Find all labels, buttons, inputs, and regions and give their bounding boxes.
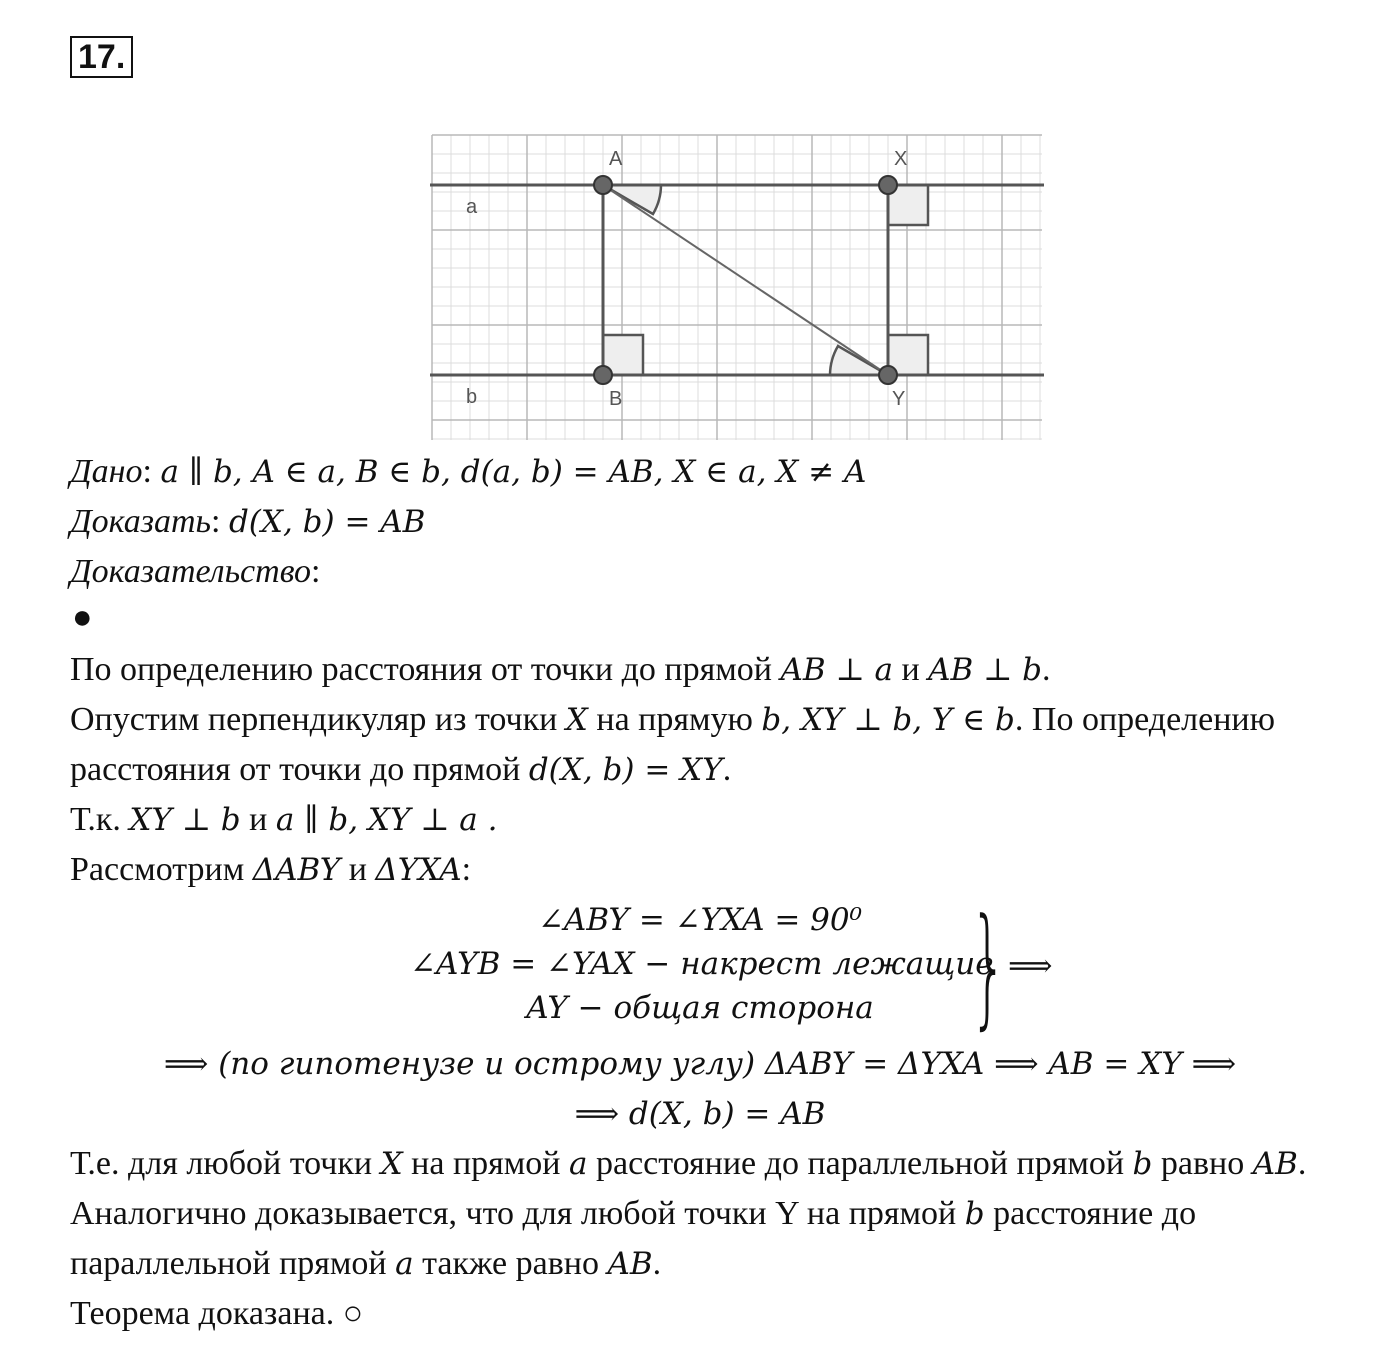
theorem-proved: Теорема доказана. ○: [70, 1295, 364, 1332]
label-a-point: A: [609, 148, 623, 170]
text: Аналогично доказывается, что для любой точки Y на прямой: [70, 1195, 965, 1232]
label-line-b: b: [466, 386, 478, 408]
proof-line-5: [70, 850, 471, 890]
given-line: [70, 452, 866, 492]
label-b-point: B: [609, 388, 623, 410]
math: AB ⊥ b: [928, 652, 1043, 688]
text: .: [1042, 651, 1051, 688]
system-row-2: ∠AYB = ∠YAX − накрест лежащие: [410, 946, 994, 982]
system-row-3: AY − общая сторона: [526, 990, 874, 1026]
math: b: [964, 1196, 985, 1232]
label-line-a: a: [466, 196, 478, 218]
text: и: [340, 851, 376, 888]
conclusion-line-1: ⟹ (по гипотенузе и острому углу) ΔABY = ΔYXA ⟹ AB = XY ⟹: [163, 1046, 1237, 1082]
math: .: [477, 802, 498, 838]
given-sep: :: [142, 453, 161, 490]
math: X: [565, 702, 588, 738]
text: параллельной прямой: [70, 1245, 396, 1282]
prove-text: d(X, b) = AB: [228, 504, 426, 540]
proof-line-1: [70, 650, 1051, 690]
conclusion-line-2: ⟹ d(X, b) = AB: [574, 1096, 826, 1132]
text: и: [240, 801, 276, 838]
math: ΔYXA: [375, 852, 462, 888]
geometry-figure: [0, 0, 1400, 460]
label-y-point: Y: [892, 388, 906, 410]
figure-grid: [432, 135, 1042, 440]
text: Т.е. для любой точки: [70, 1145, 381, 1182]
math: ΔABY: [252, 852, 341, 888]
math: AB: [1252, 1146, 1298, 1182]
text: . По определению: [1014, 701, 1276, 738]
math: X: [380, 1146, 403, 1182]
math: a ∥ b, XY ⊥ a: [275, 802, 478, 838]
text: равно: [1152, 1145, 1253, 1182]
given-label: Дано: [70, 453, 143, 490]
proof-label: Доказательство: [70, 553, 312, 590]
text: По определению расстояния от точки до прямой: [70, 651, 781, 688]
text: на прямую: [587, 701, 762, 738]
math: XY ⊥ b: [129, 802, 241, 838]
math: a: [395, 1246, 414, 1282]
equation-system: [410, 898, 994, 1030]
bullet-marker: ●: [72, 599, 93, 636]
implies-arrow: ⟹: [1008, 948, 1053, 984]
proof-line-2: [70, 700, 1275, 740]
text: .: [1297, 1145, 1307, 1182]
label-x-point: X: [894, 148, 908, 170]
final-line-3: [70, 1244, 661, 1284]
text: расстояние до: [984, 1195, 1197, 1232]
math: a: [569, 1146, 588, 1182]
text: .: [722, 751, 732, 788]
given-text: a ∥ b, A ∈ a, B ∈ b, d(a, b) = AB, X ∈ a, X ≠ A: [160, 454, 867, 490]
math: b, XY ⊥ b, Y ∈ b: [761, 702, 1015, 738]
segment-ay: [603, 185, 888, 375]
system-row-1: ∠ABY = ∠YXA = 90⁰: [537, 902, 863, 938]
proof-line-4: [70, 800, 498, 840]
point-y: [879, 366, 897, 384]
prove-label: Доказать: [70, 503, 211, 540]
text: на прямой: [402, 1145, 569, 1182]
prove-sep: :: [210, 503, 229, 540]
point-b: [594, 366, 612, 384]
math: AB: [607, 1246, 653, 1282]
task-number: 17.: [70, 36, 133, 78]
point-x: [879, 176, 897, 194]
text: также равно: [413, 1245, 608, 1282]
proof-sep: :: [311, 553, 321, 590]
text: расстояния от точки до прямой: [70, 751, 529, 788]
final-line-1: [70, 1144, 1306, 1184]
math: d(X, b) = XY: [528, 752, 723, 788]
text: Опустим перпендикуляр из точки: [70, 701, 566, 738]
text: расстояние до параллельной прямой: [587, 1145, 1133, 1182]
text: Т.к.: [70, 801, 130, 838]
text: .: [652, 1245, 662, 1282]
text: Рассмотрим: [70, 851, 253, 888]
text: и: [892, 651, 929, 688]
right-brace: }: [970, 890, 1008, 1042]
math: AB ⊥ a: [780, 652, 893, 688]
prove-line: [70, 502, 425, 542]
math: b: [1132, 1146, 1153, 1182]
proof-line-3: [70, 750, 731, 790]
proof-title: [70, 552, 320, 592]
final-line-2: [70, 1194, 1196, 1234]
text: :: [461, 851, 472, 888]
point-a: [594, 176, 612, 194]
